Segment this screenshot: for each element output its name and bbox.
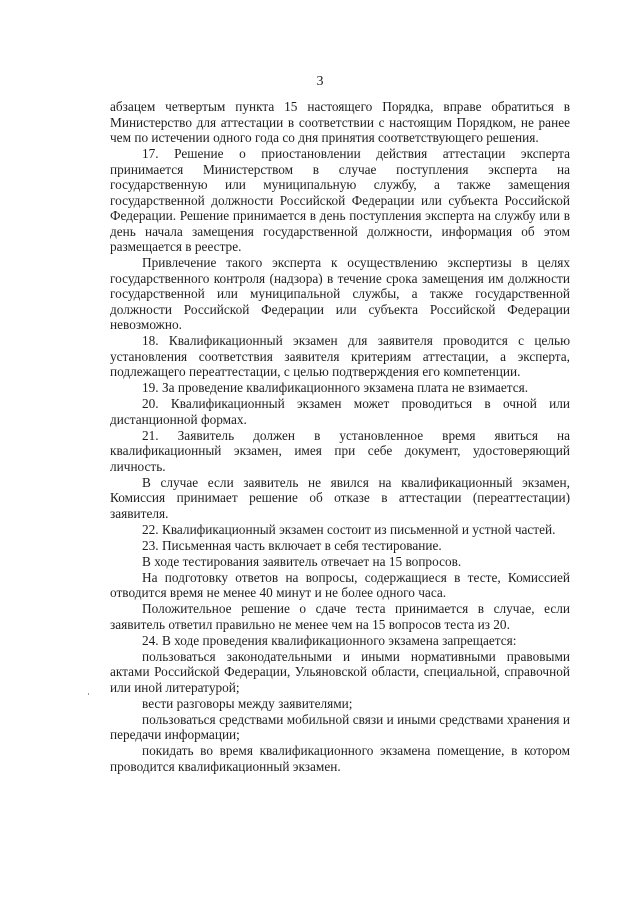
paragraph-23-pass: Положительное решение о сдаче теста принимается в случае, если заявитель ответил правильно не менее чем на 15 вопросов теста из 20. xyxy=(110,601,570,632)
paragraph-24-item-mobile: пользоваться средствами мобильной связи и иными средствами хранения и передачи информации; xyxy=(110,711,570,742)
paragraph-24-item-conversations: вести разговоры между заявителями; xyxy=(142,695,353,711)
paragraph-24: 24. В ходе проведения квалификационного экзамена запрещается: xyxy=(142,632,517,648)
paragraph-21: 21. Заявитель должен в установленное время явиться на квалификационный экзамен, имея при себе документ, удостоверяющий личность. xyxy=(110,427,570,474)
paragraph-17: 17. Решение о приостановлении действия аттестации эксперта принимается Министерством в случае поступления эксперта на государственную или муниципальную службу, а также замещения государственной должности Российской Федерации или субъекта Российской Федерации. Решение принимается в день поступления эксперта на службу или в день начала замещения государственной должности, информация об этом размещается в реестре. xyxy=(110,146,570,254)
page-number: 3 xyxy=(316,74,324,89)
scan-speck xyxy=(88,693,89,695)
paragraph-17-note: Привлечение такого эксперта к осуществлению экспертизы в целях государственного контроля (надзора) в течение срока замещения им должности государственной или муниципальной службы, а также государственной должности Российской Федерации или субъекта Российской Федерации невозможно. xyxy=(110,255,570,332)
paragraph-21-note: В случае если заявитель не явился на квалификационный экзамен, Комиссия принимает решение об отказе в аттестации (переаттестации) заявителя. xyxy=(110,474,570,521)
paragraph-23: 23. Письменная часть включает в себя тестирование. xyxy=(142,537,442,553)
paragraph-20: 20. Квалификационный экзамен может проводиться в очной или дистанционной формах. xyxy=(110,396,570,427)
paragraph-23-time: На подготовку ответов на вопросы, содержащиеся в тесте, Комиссией отводится время не менее 40 минут и не более одного часа. xyxy=(110,569,570,600)
paragraph-18: 18. Квалификационный экзамен для заявителя проводится с целью установления соответствия заявителя критериям аттестации, а эксперта, подлежащего переаттестации, с целью подтверждения его компетенции. xyxy=(110,333,570,379)
paragraph-22: 22. Квалификационный экзамен состоит из письменной и устной частей. xyxy=(142,521,556,537)
paragraph-24-item-leaving: покидать во время квалификационного экзамена помещение, в котором проводится квалификационный экзамен. xyxy=(110,743,570,774)
document-body xyxy=(110,99,570,775)
paragraph-continuation: абзацем четвертым пункта 15 настоящего Порядка, вправе обратиться в Министерство для аттестации в соответствии с настоящим Порядком, не ранее чем по истечении одного года со дня принятия соответствующего решения. xyxy=(110,99,570,145)
paragraph-19: 19. За проведение квалификационного экзамена плата не взимается. xyxy=(142,380,529,395)
paragraph-23-questions: В ходе тестирования заявитель отвечает на 15 вопросов. xyxy=(142,553,462,569)
paragraph-24-item-literature: пользоваться законодательными и иными нормативными правовыми актами Российской Федерации, Ульяновской области, специальной, справочной или иной литературой; xyxy=(110,648,570,695)
